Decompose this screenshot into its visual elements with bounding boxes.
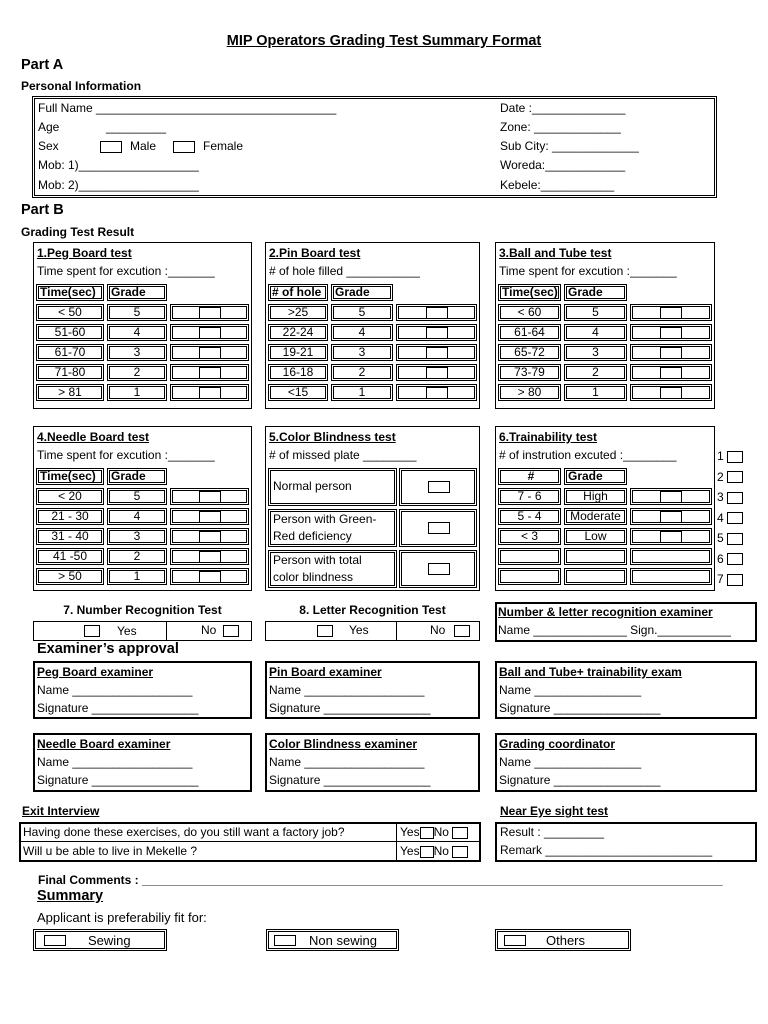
- pin-col-grade: Grade: [331, 284, 393, 301]
- needle-grade: 4: [107, 508, 167, 525]
- peg-checkbox[interactable]: [199, 387, 221, 399]
- others-checkbox[interactable]: [504, 935, 526, 946]
- train-empty-cell: [630, 548, 712, 565]
- exit-interview-table: [19, 822, 481, 862]
- pin-checkbox[interactable]: [426, 347, 448, 359]
- male-checkbox[interactable]: [100, 141, 122, 153]
- peg-grade: 1: [107, 384, 167, 401]
- peg-examiner-name[interactable]: Name __________________: [37, 683, 193, 697]
- number-recog-options: [33, 621, 252, 641]
- needle-range: 21 - 30: [36, 508, 104, 525]
- number-recog-title: 7. Number Recognition Test: [63, 603, 222, 617]
- peg-examiner-box: [33, 661, 252, 719]
- color-examiner-name[interactable]: Name __________________: [269, 755, 425, 769]
- zone-field[interactable]: Zone: _____________: [500, 120, 621, 134]
- peg-range: 51-60: [36, 324, 104, 341]
- peg-time-field[interactable]: Time spent for excution :_______: [37, 264, 215, 278]
- coordinator-name[interactable]: Name ________________: [499, 755, 642, 769]
- train-empty-cell: [630, 568, 712, 585]
- pin-checkbox[interactable]: [426, 327, 448, 339]
- final-comments-field[interactable]: Final Comments : _______________________________________________________________________________________: [38, 873, 723, 887]
- peg-examiner-title: Peg Board examiner: [37, 665, 154, 679]
- others-label: Others: [546, 933, 586, 948]
- ball-col-time: Time(sec): [498, 284, 561, 301]
- needle-range: > 50: [36, 568, 104, 585]
- train-checkbox[interactable]: [660, 491, 682, 503]
- needle-board-panel: [33, 426, 252, 591]
- color-green-red-line1: Person with Green-: [273, 512, 377, 526]
- train-range: 5 - 4: [498, 508, 561, 525]
- needle-grade: 3: [107, 528, 167, 545]
- train-grade: Moderate: [564, 508, 627, 525]
- page-title: MIP Operators Grading Test Summary Format: [226, 33, 542, 49]
- trainability-title: 6.Trainability test: [499, 430, 598, 444]
- letter-yes-checkbox[interactable]: [317, 625, 333, 637]
- train-checkbox[interactable]: [660, 511, 682, 523]
- coordinator-signature[interactable]: Signature ________________: [499, 773, 661, 787]
- train-empty-cell: [498, 548, 561, 565]
- ball-checkbox[interactable]: [660, 347, 682, 359]
- side-item: 6: [716, 551, 746, 572]
- peg-range: > 81: [36, 384, 104, 401]
- non-sewing-option[interactable]: [266, 929, 399, 951]
- ball-grade: 1: [564, 384, 627, 401]
- exit-question-2: Will u be able to live in Mekelle ?: [23, 844, 198, 858]
- personal-info-box: [32, 96, 717, 198]
- train-range: < 3: [498, 528, 561, 545]
- side-checkbox[interactable]: [727, 574, 743, 586]
- needle-checkbox[interactable]: [199, 511, 221, 523]
- side-checkbox[interactable]: [727, 533, 743, 545]
- pin-range: <15: [268, 384, 328, 401]
- number-yes-checkbox[interactable]: [84, 625, 100, 637]
- needle-board-title: 4.Needle Board test: [37, 430, 150, 444]
- part-b-heading: Part B: [21, 202, 64, 218]
- color-examiner-signature[interactable]: Signature ________________: [269, 773, 431, 787]
- letter-yes-label: Yes: [349, 623, 369, 637]
- full-name-field[interactable]: Full Name ____________________________________: [38, 101, 337, 115]
- male-label: Male: [130, 139, 157, 153]
- grading-result-heading: Grading Test Result: [21, 225, 135, 239]
- color-green-red-checkbox[interactable]: [428, 522, 450, 534]
- color-green-red-label: [268, 509, 397, 547]
- needle-examiner-signature[interactable]: Signature ________________: [37, 773, 199, 787]
- pin-grade: 3: [331, 344, 393, 361]
- side-checkbox[interactable]: [727, 471, 743, 483]
- letter-no-checkbox[interactable]: [454, 625, 470, 637]
- color-total-label: [268, 550, 397, 588]
- trainability-panel: [495, 426, 715, 591]
- peg-checkbox[interactable]: [199, 327, 221, 339]
- number-yes-label: Yes: [117, 624, 137, 638]
- ball-examiner-name[interactable]: Name ________________: [499, 683, 642, 697]
- mobile-1-field[interactable]: Mob: 1)__________________: [38, 158, 199, 172]
- exit-q2-no-label: No: [433, 844, 449, 858]
- peg-range: 61-70: [36, 344, 104, 361]
- needle-checkbox[interactable]: [199, 571, 221, 583]
- exit-q1-yes-label: Yes: [400, 825, 420, 839]
- missed-plate-field[interactable]: # of missed plate ________: [269, 448, 417, 462]
- female-checkbox[interactable]: [173, 141, 195, 153]
- part-a-heading: Part A: [21, 57, 64, 73]
- needle-time-field[interactable]: Time spent for excution :_______: [37, 448, 215, 462]
- color-total-line2: color blindness: [273, 570, 354, 584]
- date-field[interactable]: Date :______________: [500, 101, 626, 115]
- train-grade: High: [564, 488, 627, 505]
- peg-checkbox[interactable]: [199, 347, 221, 359]
- pin-col-hole: # of hole: [268, 284, 328, 301]
- side-checkbox[interactable]: [727, 492, 743, 504]
- peg-range: 71-80: [36, 364, 104, 381]
- color-blindness-panel: [265, 426, 480, 591]
- pin-board-panel: [265, 242, 480, 409]
- train-range: 7 - 6: [498, 488, 561, 505]
- exit-q2-no-checkbox[interactable]: [452, 846, 468, 858]
- sewing-option[interactable]: [33, 929, 167, 951]
- needle-examiner-name[interactable]: Name __________________: [37, 755, 193, 769]
- peg-checkbox[interactable]: [199, 307, 221, 319]
- recog-examiner-title: Number & letter recognition examiner: [498, 605, 713, 619]
- coordinator-box: [495, 733, 757, 792]
- exit-q1-answers: [399, 824, 468, 842]
- side-item: 3: [716, 489, 746, 510]
- side-item: 2: [716, 469, 746, 490]
- pin-examiner-title: Pin Board examiner: [269, 665, 382, 679]
- pin-grade: 5: [331, 304, 393, 321]
- ball-time-field[interactable]: Time spent for excution :_______: [499, 264, 677, 278]
- train-col-grade: Grade: [564, 468, 627, 485]
- exit-q1-no-label: No: [433, 825, 449, 839]
- summary-text: Applicant is preferabiliy fit for:: [37, 910, 207, 925]
- pin-examiner-signature[interactable]: Signature ________________: [269, 701, 431, 715]
- side-item: 4: [716, 510, 746, 531]
- ball-range: 61-64: [498, 324, 561, 341]
- peg-checkbox[interactable]: [199, 367, 221, 379]
- ball-examiner-title: Ball and Tube+ trainability exam: [499, 665, 682, 679]
- exit-q2-yes-label: Yes: [400, 844, 420, 858]
- letter-recog-options: [265, 621, 480, 641]
- peg-examiner-signature[interactable]: Signature ________________: [37, 701, 199, 715]
- ball-tube-panel: [495, 242, 715, 409]
- ball-checkbox[interactable]: [660, 367, 682, 379]
- needle-checkbox[interactable]: [199, 491, 221, 503]
- color-examiner-box: [265, 733, 480, 792]
- exit-q1-no-checkbox[interactable]: [452, 827, 468, 839]
- color-total-checkbox[interactable]: [428, 563, 450, 575]
- color-normal-checkbox[interactable]: [428, 481, 450, 493]
- peg-grade: 2: [107, 364, 167, 381]
- ball-examiner-box: [495, 661, 757, 719]
- train-checkbox[interactable]: [660, 531, 682, 543]
- needle-checkbox[interactable]: [199, 551, 221, 563]
- side-checkbox[interactable]: [727, 553, 743, 565]
- ball-range: < 60: [498, 304, 561, 321]
- color-blindness-title: 5.Color Blindness test: [269, 430, 396, 444]
- side-item: 5: [716, 530, 746, 551]
- exit-interview-heading: Exit Interview: [22, 804, 100, 818]
- train-empty-cell: [564, 548, 627, 565]
- color-green-red-line2: Red deficiency: [273, 529, 352, 543]
- eye-result-field[interactable]: Result : _________: [500, 825, 605, 839]
- female-label: Female: [203, 139, 244, 153]
- pin-grade: 2: [331, 364, 393, 381]
- needle-checkbox[interactable]: [199, 531, 221, 543]
- number-no-label: No: [201, 623, 217, 637]
- pin-checkbox[interactable]: [426, 367, 448, 379]
- ball-grade: 2: [564, 364, 627, 381]
- side-checkbox[interactable]: [727, 512, 743, 524]
- needle-range: < 20: [36, 488, 104, 505]
- exit-q2-answers: [399, 843, 468, 861]
- eye-remark-field[interactable]: Remark _________________________: [500, 843, 713, 857]
- needle-range: 41 -50: [36, 548, 104, 565]
- ball-range: 73-79: [498, 364, 561, 381]
- ball-col-grade: Grade: [564, 284, 627, 301]
- pin-grade: 1: [331, 384, 393, 401]
- side-item: 7: [716, 571, 746, 592]
- sewing-checkbox[interactable]: [44, 935, 66, 946]
- pin-checkbox[interactable]: [426, 387, 448, 399]
- pin-grade: 4: [331, 324, 393, 341]
- exit-q1-yes-checkbox[interactable]: [420, 827, 434, 839]
- recog-examiner-box: [495, 602, 757, 642]
- ball-range: > 80: [498, 384, 561, 401]
- ball-checkbox[interactable]: [660, 307, 682, 319]
- needle-examiner-title: Needle Board examiner: [37, 737, 171, 751]
- color-total-line1: Person with total: [273, 553, 362, 567]
- ball-grade: 5: [564, 304, 627, 321]
- sub-city-field[interactable]: Sub City: _____________: [500, 139, 639, 153]
- kebele-field[interactable]: Kebele:___________: [500, 178, 615, 192]
- pin-examiner-box: [265, 661, 480, 719]
- side-checkbox[interactable]: [727, 451, 743, 463]
- pin-holes-field[interactable]: # of hole filled ___________: [269, 264, 420, 278]
- ball-checkbox[interactable]: [660, 327, 682, 339]
- ball-tube-title: 3.Ball and Tube test: [499, 246, 612, 260]
- needle-col-grade: Grade: [107, 468, 167, 485]
- exit-q2-yes-checkbox[interactable]: [420, 846, 434, 858]
- ball-grade: 4: [564, 324, 627, 341]
- ball-grade: 3: [564, 344, 627, 361]
- woreda-field[interactable]: Woreda:____________: [500, 158, 626, 172]
- side-checkbox-column: [716, 448, 746, 592]
- train-col-num: #: [498, 468, 561, 485]
- instructions-field[interactable]: # of instrution excuted :________: [499, 448, 677, 462]
- needle-grade: 1: [107, 568, 167, 585]
- color-examiner-title: Color Blindness examiner: [269, 737, 418, 751]
- color-normal-text: Normal person: [273, 479, 352, 493]
- sex-label: Sex: [38, 139, 59, 153]
- others-option[interactable]: [495, 929, 631, 951]
- age-field[interactable]: _________: [106, 120, 167, 134]
- train-empty-cell: [564, 568, 627, 585]
- pin-range: 22-24: [268, 324, 328, 341]
- train-empty-cell: [498, 568, 561, 585]
- peg-board-title: 1.Peg Board test: [37, 246, 132, 260]
- ball-checkbox[interactable]: [660, 387, 682, 399]
- eye-test-heading: Near Eye sight test: [500, 804, 609, 818]
- pin-range: 19-21: [268, 344, 328, 361]
- non-sewing-label: Non sewing: [309, 933, 377, 948]
- peg-col-grade: Grade: [107, 284, 167, 301]
- eye-test-box: [495, 822, 757, 862]
- non-sewing-checkbox[interactable]: [274, 935, 296, 946]
- summary-heading: Summary: [37, 888, 104, 904]
- pin-range: >25: [268, 304, 328, 321]
- peg-grade: 3: [107, 344, 167, 361]
- peg-grade: 4: [107, 324, 167, 341]
- needle-examiner-box: [33, 733, 252, 792]
- color-normal-label: [268, 468, 397, 506]
- pin-range: 16-18: [268, 364, 328, 381]
- number-no-checkbox[interactable]: [223, 625, 239, 637]
- peg-board-panel: [33, 242, 252, 409]
- needle-range: 31 - 40: [36, 528, 104, 545]
- mobile-2-field[interactable]: Mob: 2)__________________: [38, 178, 199, 192]
- sewing-label: Sewing: [88, 933, 131, 948]
- exit-question-1: Having done these exercises, do you still want a factory job?: [23, 825, 345, 839]
- recog-examiner-fields[interactable]: Name ______________ Sign.___________: [498, 623, 731, 637]
- ball-examiner-signature[interactable]: Signature ________________: [499, 701, 661, 715]
- peg-range: < 50: [36, 304, 104, 321]
- ball-range: 65-72: [498, 344, 561, 361]
- train-grade: Low: [564, 528, 627, 545]
- letter-recog-title: 8. Letter Recognition Test: [299, 603, 446, 617]
- side-item: 1: [716, 448, 746, 469]
- pin-checkbox[interactable]: [426, 307, 448, 319]
- pin-examiner-name[interactable]: Name __________________: [269, 683, 425, 697]
- coordinator-title: Grading coordinator: [499, 737, 616, 751]
- peg-col-time: Time(sec): [36, 284, 104, 301]
- personal-info-heading: Personal Information: [21, 79, 142, 93]
- needle-grade: 2: [107, 548, 167, 565]
- needle-col-time: Time(sec): [36, 468, 104, 485]
- pin-board-title: 2.Pin Board test: [269, 246, 361, 260]
- peg-grade: 5: [107, 304, 167, 321]
- letter-no-label: No: [430, 623, 446, 637]
- age-label: Age: [38, 120, 60, 134]
- examiner-approval-heading: Examiner’s approval: [37, 641, 179, 657]
- needle-grade: 5: [107, 488, 167, 505]
